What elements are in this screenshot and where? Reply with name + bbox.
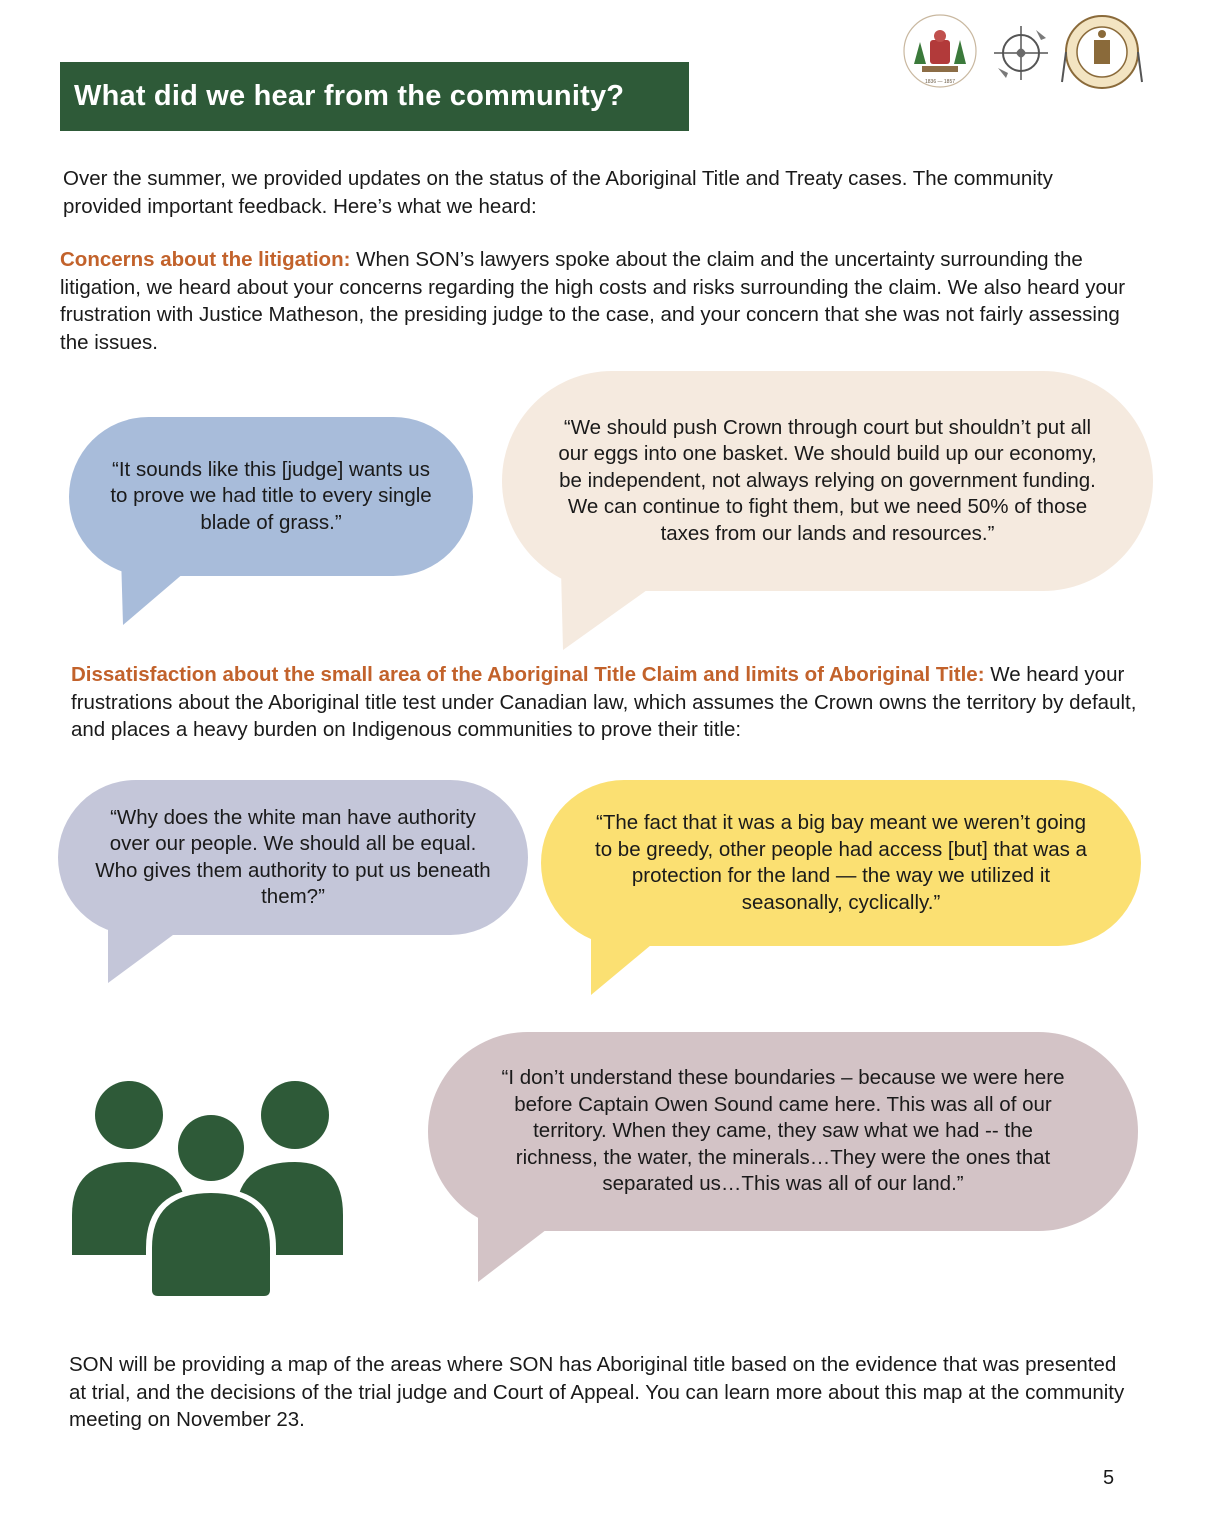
quote-text: “Why does the white man have authority over our people. We should all be equal. Who gives them authority to put us beneath them?” — [95, 805, 491, 908]
saugeen-first-nation-logo — [1060, 12, 1144, 92]
svg-text:1836 — 1857: 1836 — 1857 — [924, 79, 956, 85]
page-title: What did we hear from the community? — [60, 62, 689, 131]
title-claim-text: We heard your frustrations about the Aboriginal title test under Canadian law, which assumes the Crown owns the territory by default, and places a heavy burden on Indigenous communities to prove their title: — [71, 663, 1137, 741]
chippewas-of-nawash-logo — [900, 12, 980, 90]
quote-bubble-bay — [541, 780, 1141, 946]
quote-bubble-economy — [502, 371, 1153, 591]
litigation-concerns-heading: Concerns about the litigation: — [60, 248, 351, 271]
people-group-icon — [68, 1080, 343, 1300]
quote-text: “The fact that it was a big bay meant we weren’t going to be greedy, other people had access [but] that was a protection for the land — the way we utilized it seasonally, cyclically.” — [595, 811, 1087, 914]
page-number: 5 — [1103, 1467, 1115, 1489]
litigation-concerns-paragraph — [60, 246, 1150, 356]
closing-paragraph: SON will be providing a map of the areas where SON has Aboriginal title based on the evidence that was presented at trial, and the decisions of the trial judge and Court of Appeal. You can learn more about this map at the community meeting on November 23. — [69, 1353, 1125, 1431]
quote-text: “It sounds like this [judge] wants us to prove we had title to every single blade of grass.” — [110, 457, 432, 534]
quote-bubble-judge — [69, 417, 473, 576]
quote-bubble-boundaries — [428, 1032, 1138, 1231]
intro-paragraph: Over the summer, we provided updates on the status of the Aboriginal Title and Treaty cases. The community provided important feedback. Here’s what we heard: — [63, 167, 1053, 218]
title-claim-paragraph — [71, 661, 1161, 744]
quote-text: “I don’t understand these boundaries – because we were here before Captain Owen Sound came here. This was all of our territory. When they came, they saw what we had -- the richness, the water, the minerals…They were the ones that separated us…This was all of our land.” — [501, 1066, 1065, 1196]
litigation-concerns-text: When SON’s lawyers spoke about the claim and the uncertainty surrounding the litigation, we heard about your concerns regarding the high costs and risks surrounding the claim. We also heard your frustration with Justice Matheson, the presiding judge to the case, and your concern that she was not fairly assessing the issues. — [60, 248, 1126, 354]
quote-text: “We should push Crown through court but shouldn’t put all our eggs into one basket. We should build up our economy, be independent, not always relying on government funding. We can continue to fight them, but we need 50% of those taxes from our lands and resources.” — [558, 415, 1097, 545]
title-claim-heading: Dissatisfaction about the small area of the Aboriginal Title Claim and limits of Aboriginal Title: — [71, 663, 985, 686]
medicine-wheel-logo — [986, 18, 1056, 88]
quote-bubble-authority — [58, 780, 528, 935]
